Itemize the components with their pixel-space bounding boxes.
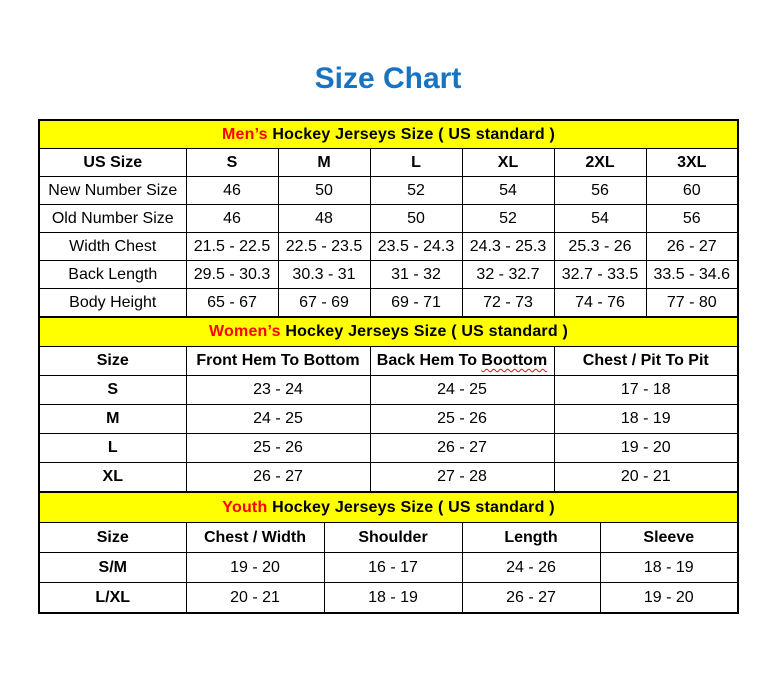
row-label: L	[39, 434, 186, 463]
value-cell: 24 - 25	[370, 376, 554, 405]
page-title: Size Chart	[314, 62, 462, 95]
value-cell: 50	[370, 205, 462, 233]
row-label: Old Number Size	[39, 205, 186, 233]
row-label: XL	[39, 463, 186, 493]
col-header-size: Size	[39, 523, 186, 553]
youth-size-table	[38, 491, 739, 614]
value-cell: 22.5 - 23.5	[278, 233, 370, 261]
mens-column-header-row	[39, 149, 738, 177]
value-cell: 24 - 25	[186, 405, 370, 434]
col-header-shoulder: Shoulder	[324, 523, 462, 553]
value-cell: 72 - 73	[462, 289, 554, 318]
row-label: Back Length	[39, 261, 186, 289]
table-row-new-number-size	[39, 177, 738, 205]
value-cell: 26 - 27	[186, 463, 370, 493]
youth-section-red-word: Youth	[222, 498, 268, 516]
col-header-s: S	[186, 149, 278, 177]
table-row-youth-sm	[39, 553, 738, 583]
back-hem-prefix: Back Hem To	[376, 352, 482, 370]
table-row-back-length	[39, 261, 738, 289]
value-cell: 56	[554, 177, 646, 205]
value-cell: 27 - 28	[370, 463, 554, 493]
table-row-women-m	[39, 405, 738, 434]
value-cell: 20 - 21	[186, 583, 324, 614]
table-row-women-xl	[39, 463, 738, 493]
youth-column-header-row	[39, 523, 738, 553]
value-cell: 19 - 20	[186, 553, 324, 583]
value-cell: 30.3 - 31	[278, 261, 370, 289]
back-hem-misspelled-word: Boottom	[481, 352, 548, 370]
value-cell: 17 - 18	[554, 376, 738, 405]
col-header-back-hem	[370, 347, 554, 376]
col-header-3xl: 3XL	[646, 149, 738, 177]
womens-section-header-text: Hockey Jerseys Size ( US standard )	[280, 323, 568, 341]
value-cell: 56	[646, 205, 738, 233]
col-header-front-hem: Front Hem To Bottom	[186, 347, 370, 376]
value-cell: 31 - 32	[370, 261, 462, 289]
value-cell: 19 - 20	[554, 434, 738, 463]
womens-section-red-word: Women’s	[209, 323, 281, 341]
value-cell: 48	[278, 205, 370, 233]
value-cell: 23.5 - 24.3	[370, 233, 462, 261]
value-cell: 25.3 - 26	[554, 233, 646, 261]
col-header-size: Size	[39, 347, 186, 376]
mens-section-red-word: Men’s	[221, 125, 268, 143]
row-label: Body Height	[39, 289, 186, 318]
value-cell: 67 - 69	[278, 289, 370, 318]
value-cell: 54	[554, 205, 646, 233]
womens-size-table	[38, 316, 739, 493]
col-header-sleeve: Sleeve	[600, 523, 738, 553]
value-cell: 24 - 26	[462, 553, 600, 583]
value-cell: 74 - 76	[554, 289, 646, 318]
womens-section-header	[39, 317, 738, 347]
value-cell: 46	[186, 177, 278, 205]
col-header-chest-pit: Chest / Pit To Pit	[554, 347, 738, 376]
value-cell: 50	[278, 177, 370, 205]
value-cell: 52	[462, 205, 554, 233]
row-label: M	[39, 405, 186, 434]
row-label: S/M	[39, 553, 186, 583]
value-cell: 24.3 - 25.3	[462, 233, 554, 261]
table-row-women-s	[39, 376, 738, 405]
value-cell: 29.5 - 30.3	[186, 261, 278, 289]
col-header-us-size: US Size	[39, 149, 186, 177]
youth-section-header	[39, 492, 738, 523]
row-label: New Number Size	[39, 177, 186, 205]
table-row-youth-lxl	[39, 583, 738, 614]
value-cell: 60	[646, 177, 738, 205]
value-cell: 25 - 26	[370, 405, 554, 434]
value-cell: 18 - 19	[554, 405, 738, 434]
table-row-women-l	[39, 434, 738, 463]
col-header-l: L	[370, 149, 462, 177]
value-cell: 32.7 - 33.5	[554, 261, 646, 289]
value-cell: 52	[370, 177, 462, 205]
value-cell: 20 - 21	[554, 463, 738, 493]
value-cell: 19 - 20	[600, 583, 738, 614]
value-cell: 33.5 - 34.6	[646, 261, 738, 289]
value-cell: 69 - 71	[370, 289, 462, 318]
row-label: L/XL	[39, 583, 186, 614]
col-header-chest-width: Chest / Width	[186, 523, 324, 553]
size-chart-tables	[38, 119, 737, 614]
mens-section-header-text: Hockey Jerseys Size ( US standard )	[267, 125, 556, 143]
value-cell: 54	[462, 177, 554, 205]
value-cell: 23 - 24	[186, 376, 370, 405]
value-cell: 25 - 26	[186, 434, 370, 463]
value-cell: 18 - 19	[600, 553, 738, 583]
womens-column-header-row	[39, 347, 738, 376]
row-label: S	[39, 376, 186, 405]
youth-section-band-row	[39, 492, 738, 523]
table-row-width-chest	[39, 233, 738, 261]
table-row-old-number-size	[39, 205, 738, 233]
youth-section-header-text: Hockey Jerseys Size ( US standard )	[267, 498, 555, 516]
value-cell: 26 - 27	[462, 583, 600, 614]
col-header-xl: XL	[462, 149, 554, 177]
mens-size-table	[38, 119, 739, 318]
value-cell: 77 - 80	[646, 289, 738, 318]
value-cell: 32 - 32.7	[462, 261, 554, 289]
value-cell: 46	[186, 205, 278, 233]
col-header-length: Length	[462, 523, 600, 553]
value-cell: 26 - 27	[646, 233, 738, 261]
value-cell: 16 - 17	[324, 553, 462, 583]
row-label: Width Chest	[39, 233, 186, 261]
value-cell: 65 - 67	[186, 289, 278, 318]
value-cell: 26 - 27	[370, 434, 554, 463]
table-row-body-height	[39, 289, 738, 318]
value-cell: 18 - 19	[324, 583, 462, 614]
col-header-m: M	[278, 149, 370, 177]
col-header-2xl: 2XL	[554, 149, 646, 177]
value-cell: 21.5 - 22.5	[186, 233, 278, 261]
womens-section-band-row	[39, 317, 738, 347]
mens-section-header	[39, 120, 738, 149]
mens-section-band-row	[39, 120, 738, 149]
